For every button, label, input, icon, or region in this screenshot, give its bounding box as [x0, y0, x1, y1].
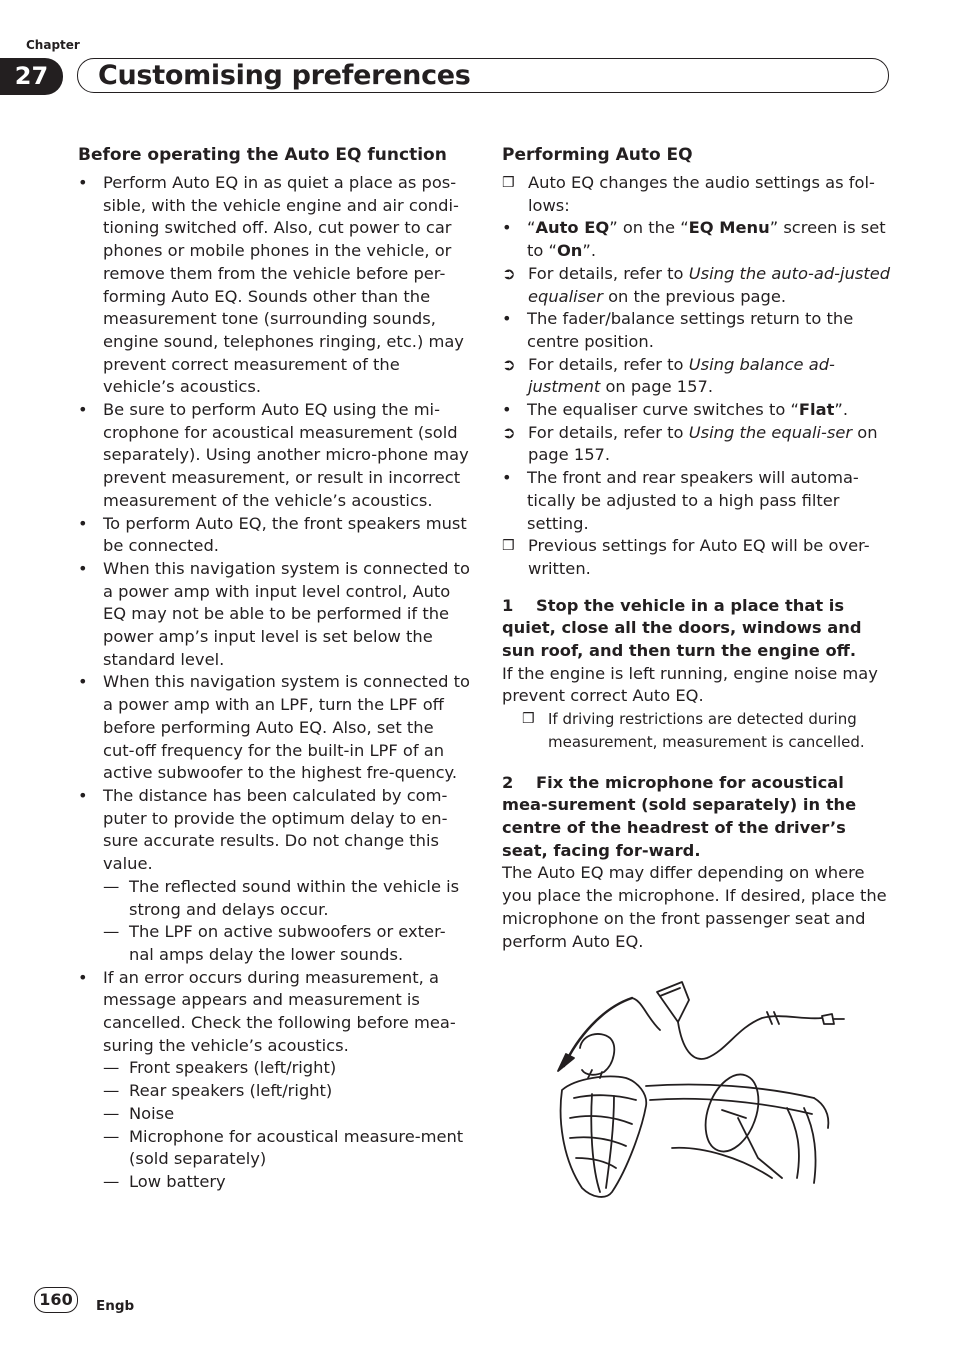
dash-text: Low battery: [129, 1171, 226, 1191]
dash-text: The reflected sound within the vehicle is strong and delays occur.: [129, 876, 460, 919]
dash-item: [103, 1126, 470, 1171]
note-text: Previous settings for Auto EQ will be over-written.: [528, 536, 870, 578]
left-column: [78, 142, 470, 1194]
bullet-item: • Perform Auto EQ in as quiet a place as pos-sible, with the vehicle engine and air condi-tioning switched off. Also, cut power to car phones or mobile phones in the vehicle, or remove them from the vehicle before per-forming Auto EQ. Sounds other than the measurement tone (surrounding sounds, engine sound, telephones ringing, etc.) may prevent correct measurement of the vehicle’s acoustics.: [78, 172, 470, 399]
bullet-item: • To perform Auto EQ, the front speakers must be connected.: [78, 513, 470, 558]
dash-item: [103, 876, 470, 921]
step-1-body: If the engine is left running, engine noise may prevent correct Auto EQ.: [502, 663, 878, 706]
note-item: [502, 535, 894, 580]
note-text: Auto EQ changes the audio settings as fol-lows:: [528, 173, 875, 215]
dash-marker: —: [103, 1058, 120, 1078]
dash-text: Front speakers (left/right): [129, 1058, 337, 1078]
dash-item: [103, 1171, 470, 1194]
bullet-item: • The distance has been calculated by com-puter to provide the optimum delay to en-sure accurate results. Do not change this value.: [78, 785, 470, 876]
text-run: The equaliser curve switches to “: [527, 400, 799, 420]
bullet-item: • The fader/balance settings return to the centre position.: [502, 308, 894, 353]
chapter-number: 27: [0, 58, 63, 95]
text-run: ” on the “: [609, 218, 689, 238]
text-run: on page 157.: [600, 377, 714, 397]
italic-run: Using the equali-ser: [688, 422, 853, 442]
text-run: “: [527, 218, 536, 238]
text-run: on the previous page.: [602, 286, 787, 306]
dash-text: Noise: [129, 1103, 175, 1123]
bullet-item: • If an error occurs during measurement, a message appears and measurement is cancelled. Check the following before mea-suring the vehicle’s acoustics.: [78, 967, 470, 1058]
text-run: ”.: [834, 400, 849, 420]
dash-item: [103, 1080, 470, 1103]
dash-marker: —: [103, 1126, 120, 1146]
chapter-title-box: [77, 58, 889, 93]
right-column: [502, 142, 894, 953]
step-number: 1: [502, 595, 514, 615]
square-marker: ❒: [522, 711, 535, 728]
right-heading: Performing Auto EQ: [502, 145, 693, 165]
dash-marker: —: [103, 1171, 120, 1191]
text-run: For details, refer to: [528, 422, 689, 442]
italic-run: Using balance ad-justment: [528, 354, 835, 397]
bullet-item: • Be sure to perform Auto EQ using the mi-crophone for acoustical measurement (sold separately). Using another micro-phone may prevent measurement, or result in incorrect measurement of the vehicle’s acoustics.: [78, 399, 470, 513]
step-1-heading: [502, 595, 894, 663]
bullet-item: • When this navigation system is connected to a power amp with input level control, Auto EQ may not be able to be performed if the power amp’s input level is set below the standard level.: [78, 558, 470, 672]
dash-marker: —: [103, 1081, 120, 1101]
chapter-label: Chapter: [26, 38, 80, 52]
dash-item: [103, 1057, 470, 1080]
note-text: If driving restrictions are detected during measurement, measurement is cancelled.: [548, 710, 865, 751]
arrow-icon: ➲: [502, 422, 516, 442]
bold-run: Flat: [798, 400, 835, 420]
language-code: Engb: [96, 1298, 135, 1314]
page-number: 160: [34, 1287, 78, 1313]
step-text: Fix the microphone for acoustical mea-surement (sold separately) in the centre of the headrest of the driver’s seat, facing for-ward.: [502, 772, 857, 860]
reference-item: [502, 354, 894, 399]
text-run: on page 157.: [528, 422, 878, 465]
reference-item: [502, 422, 894, 467]
reference-item: [502, 263, 894, 308]
chapter-title: Customising preferences: [98, 60, 471, 91]
note-item: [502, 172, 894, 217]
note-item: [522, 708, 894, 753]
dash-text: The LPF on active subwoofers or exter-nal amps delay the lower sounds.: [129, 922, 446, 964]
dash-marker: —: [103, 876, 120, 896]
dash-text: Microphone for acoustical measure-ment (sold separately): [129, 1126, 464, 1169]
text-run: For details, refer to: [528, 263, 689, 283]
bullet-item: • When this navigation system is connected to a power amp with an LPF, turn the LPF off before performing Auto EQ. Also, set the cut-off frequency for the built-in LPF of an active subwoofer to the highest fre-quency.: [78, 671, 470, 785]
step-text: Stop the vehicle in a place that is quiet, close all the doors, windows and sun roof, and then turn the engine off.: [502, 595, 862, 661]
step-2-heading: [502, 772, 894, 863]
italic-run: Using the auto-ad-justed equaliser: [528, 263, 891, 306]
arrow-icon: ➲: [502, 263, 516, 283]
dash-marker: —: [103, 1103, 120, 1123]
dash-marker: —: [103, 922, 120, 942]
bullet-item: • The front and rear speakers will automa-tically be adjusted to a high pass filter setting.: [502, 467, 894, 535]
square-marker: ❒: [502, 538, 515, 555]
bullet-item: [502, 217, 894, 262]
text-run: ”.: [582, 241, 597, 261]
dash-item: [103, 921, 470, 966]
bold-run: On: [556, 241, 583, 261]
microphone-headrest-illustration: [552, 978, 892, 1206]
bullet-item: [502, 399, 894, 422]
text-run: ” screen is set to “: [527, 218, 886, 261]
bold-run: Auto EQ: [535, 218, 610, 238]
bold-run: EQ Menu: [688, 218, 770, 238]
step-2-body: The Auto EQ may differ depending on where you place the microphone. If desired, place the microphone on the front passenger seat and perform Auto EQ.: [502, 863, 887, 951]
dash-item: [103, 1103, 470, 1126]
text-run: For details, refer to: [528, 354, 689, 374]
dash-text: Rear speakers (left/right): [129, 1081, 333, 1101]
arrow-icon: ➲: [502, 354, 516, 374]
left-heading: Before operating the Auto EQ function: [78, 145, 447, 165]
square-marker: ❒: [502, 175, 515, 191]
step-number: 2: [502, 772, 514, 792]
